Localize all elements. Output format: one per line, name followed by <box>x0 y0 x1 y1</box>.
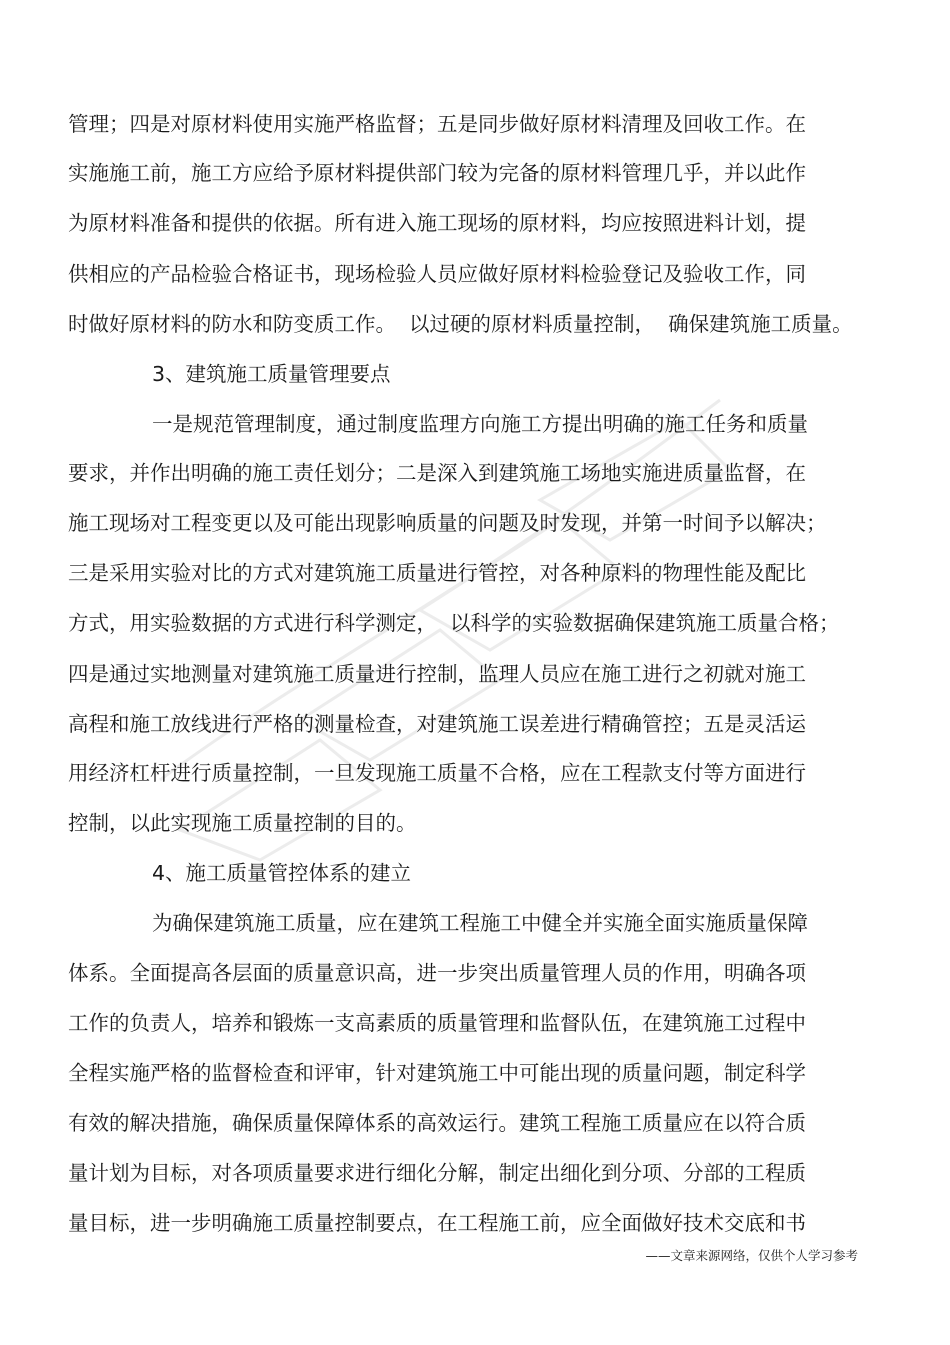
body-text-line: 要求，并作出明确的施工责任划分；二是深入到建筑施工场地实施进质量监督，在 <box>68 461 806 485</box>
body-text-line: 为确保建筑施工质量，应在建筑工程施工中健全并实施全面实施质量保障 <box>152 911 808 935</box>
body-text-line: 量计划为目标，对各项质量要求进行细化分解，制定出细化到分项、分部的工程质 <box>68 1161 806 1185</box>
body-text-line: 用经济杠杆进行质量控制，一旦发现施工质量不合格，应在工程款支付等方面进行 <box>68 761 806 785</box>
body-text-line: 实施施工前，施工方应给予原材料提供部门较为完备的原材料管理几乎，并以此作 <box>68 161 806 185</box>
body-text-line: 管理；四是对原材料使用实施严格监督；五是同步做好原材料清理及回收工作。在 <box>68 112 806 136</box>
section-heading-3: 3、建筑施工质量管理要点 <box>152 362 391 386</box>
body-text-line: 控制，以此实现施工质量控制的目的。 <box>68 811 417 835</box>
body-text-line: 体系。全面提高各层面的质量意识高，进一步突出质量管理人员的作用，明确各项 <box>68 961 806 985</box>
body-text-line: 有效的解决措施，确保质量保障体系的高效运行。建筑工程施工质量应在以符合质 <box>68 1111 806 1135</box>
body-text-line: 高程和施工放线进行严格的测量检查，对建筑施工误差进行精确管控；五是灵活运 <box>68 712 806 736</box>
body-text-line: 时做好原材料的防水和防变质工作。 以过硬的原材料质量控制， 确保建筑施工质量。 <box>68 312 853 336</box>
section-heading-4: 4、施工质量管控体系的建立 <box>152 861 412 885</box>
body-text-line: 三是采用实验对比的方式对建筑施工质量进行管控，对各种原料的物理性能及配比 <box>68 561 806 585</box>
footer-note: ——文章来源网络，仅供个人学习参考 <box>645 1248 858 1263</box>
body-text-line: 方式，用实验数据的方式进行科学测定， 以科学的实验数据确保建筑施工质量合格； <box>68 611 840 635</box>
body-text-line: 工作的负责人，培养和锻炼一支高素质的质量管理和监督队伍，在建筑施工过程中 <box>68 1011 806 1035</box>
body-text-line: 供相应的产品检验合格证书，现场检验人员应做好原材料检验登记及验收工作，同 <box>68 262 806 286</box>
body-text-line: 为原材料准备和提供的依据。所有进入施工现场的原材料，均应按照进料计划，提 <box>68 211 806 235</box>
body-text-line: 全程实施严格的监督检查和评审，针对建筑施工中可能出现的质量问题，制定科学 <box>68 1061 806 1085</box>
body-text-line: 一是规范管理制度，通过制度监理方向施工方提出明确的施工任务和质量 <box>152 412 808 436</box>
body-text-line: 量目标，进一步明确施工质量控制要点，在工程施工前，应全面做好技术交底和书 <box>68 1211 806 1235</box>
body-text-line: 施工现场对工程变更以及可能出现影响质量的问题及时发现，并第一时间予以解决； <box>68 511 827 535</box>
body-text-line: 四是通过实地测量对建筑施工质量进行控制，监理人员应在施工进行之初就对施工 <box>68 662 806 686</box>
